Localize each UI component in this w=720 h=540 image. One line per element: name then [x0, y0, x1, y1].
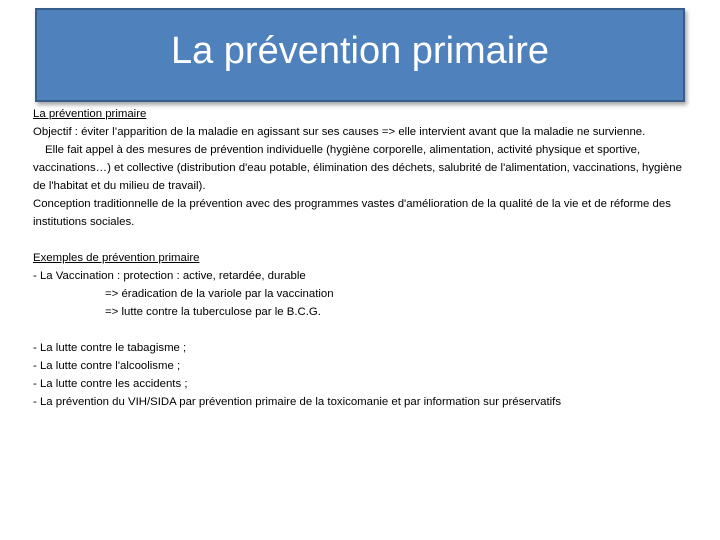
vaccination-line: - La Vaccination : protection : active, retardée, durable [33, 270, 306, 282]
title-banner [35, 8, 685, 102]
objective-paragraph: Objectif : éviter l’apparition de la maladie en agissant sur ses causes => elle intervient avant que la maladie ne survienne. [33, 126, 646, 138]
slide-title: La prévention primaire [170, 29, 550, 72]
list-item: - La lutte contre le tabagisme ; [33, 342, 187, 354]
section-heading-prevention: La prévention primaire [33, 108, 147, 120]
slide-body [33, 105, 683, 411]
vaccination-item: => éradication de la variole par la vaccination [105, 288, 334, 300]
spacer [33, 321, 683, 339]
conception-paragraph: Conception traditionnelle de la prévention avec des programmes vastes d'amélioration de la qualité de la vie et de réforme des institutions sociales. [33, 198, 671, 228]
vaccination-item: => lutte contre la tuberculose par le B.C.G. [105, 306, 321, 318]
spacer [33, 231, 683, 249]
section-heading-examples: Exemples de prévention primaire [33, 252, 200, 264]
list-item: - La lutte contre l'alcoolisme ; [33, 360, 181, 372]
measures-paragraph: Elle fait appel à des mesures de prévention individuelle (hygiène corporelle, alimentation, activité physique et sportive, vaccinations…) et collective (distribution d'eau potable, élimination des déchets, salubrité de l'alimentation, vaccinations, hygiène de l'habitat et du milieu de travail). [33, 144, 682, 192]
list-item: - La prévention du VIH/SIDA par prévention primaire de la toxicomanie et par information sur préservatifs [33, 396, 562, 408]
list-item: - La lutte contre les accidents ; [33, 378, 188, 390]
